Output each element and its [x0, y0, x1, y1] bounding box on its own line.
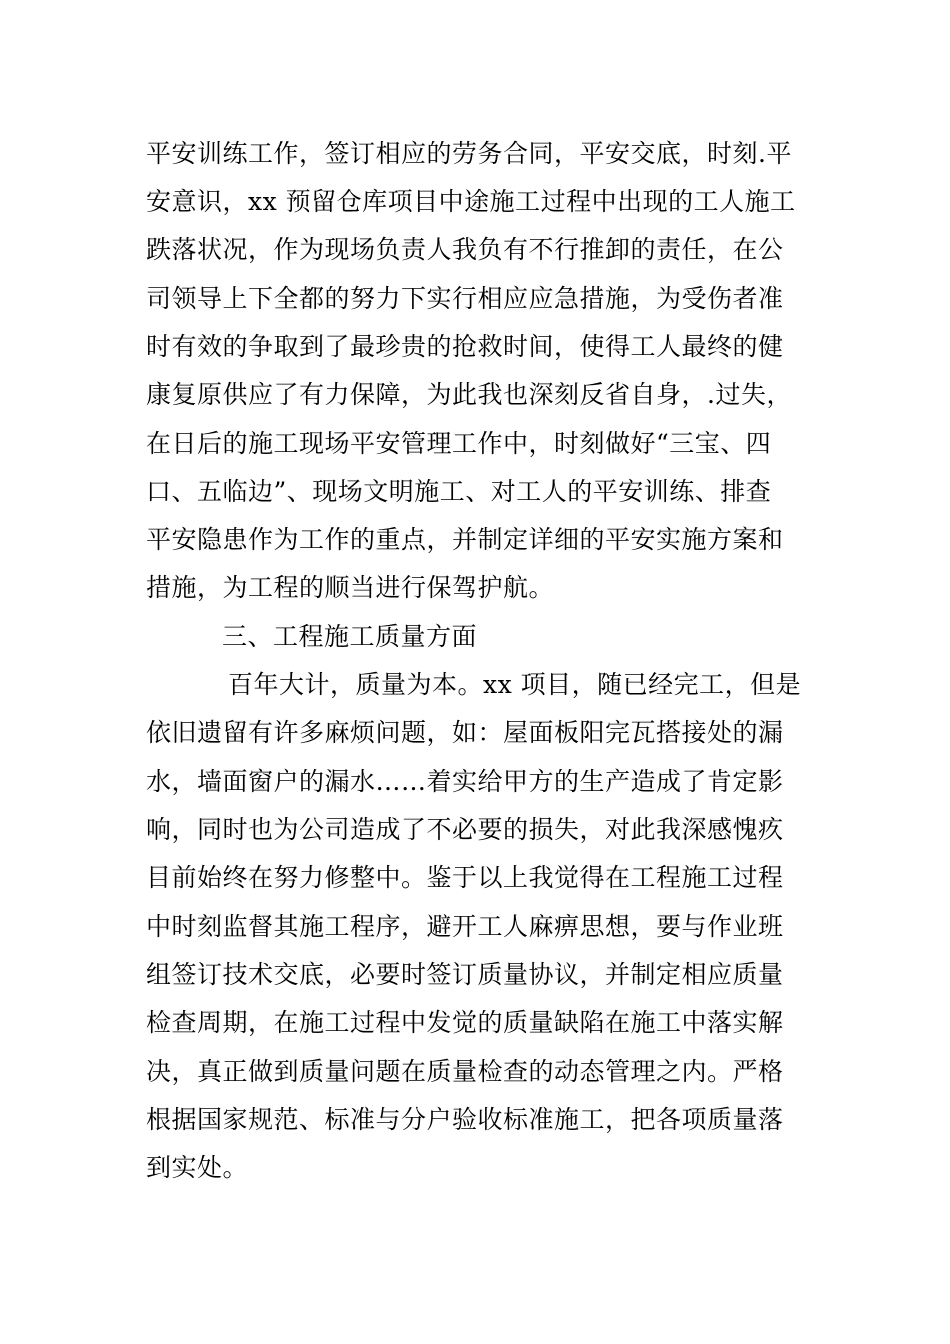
text-line: 组签订技术交底，必要时签订质量协议，并制定相应质量	[146, 960, 784, 989]
text-line: 百年大计，质量为本。xx 项目，随已经完工，但是	[228, 670, 802, 699]
text-line: 措施，为工程的顺当进行保驾护航。	[146, 573, 555, 602]
text-line: 平安训练工作，签订相应的劳务合同，平安交底，时刻.平	[146, 139, 792, 168]
text-line: 司领导上下全都的努力下实行相应应急措施，为受伤者准	[146, 284, 784, 313]
text-line: 依旧遗留有许多麻烦问题，如：屋面板阳完瓦搭接处的漏	[146, 718, 784, 747]
text-line: 安意识，xx 预留仓库项目中途施工过程中出现的工人施工	[146, 187, 796, 216]
text-line: 响，同时也为公司造成了不必要的损失，对此我深感愧疚	[146, 815, 784, 844]
text-line: 到实处。	[146, 1153, 249, 1182]
text-line: 跌落状况，作为现场负责人我负有不行推卸的责任，在公	[146, 235, 784, 264]
text-line: 时有效的争取到了最珍贵的抢救时间，使得工人最终的健	[146, 332, 784, 361]
text-line: 口、五临边”、现场文明施工、对工人的平安训练、排查	[146, 477, 772, 506]
text-line: 根据国家规范、标准与分户验收标准施工，把各项质量落	[146, 1105, 784, 1134]
text-line: 在日后的施工现场平安管理工作中，时刻做好“三宝、四	[146, 429, 772, 458]
text-line: 平安隐患作为工作的重点，并制定详细的平安实施方案和	[146, 525, 784, 554]
section-heading: 三、工程施工质量方面	[222, 622, 478, 651]
text-line: 目前始终在努力修整中。鉴于以上我觉得在工程施工过程	[146, 863, 784, 892]
text-line: 水，墙面窗户的漏水……着实给甲方的生产造成了肯定影	[146, 767, 784, 796]
text-line: 中时刻监督其施工程序，避开工人麻痹思想，要与作业班	[146, 912, 784, 941]
text-line: 检查周期，在施工过程中发觉的质量缺陷在施工中落实解	[146, 1008, 784, 1037]
text-line: 决，真正做到质量问题在质量检查的动态管理之内。严格	[146, 1057, 784, 1086]
text-line: 康复原供应了有力保障，为此我也深刻反省自身，.过失，	[146, 380, 792, 409]
